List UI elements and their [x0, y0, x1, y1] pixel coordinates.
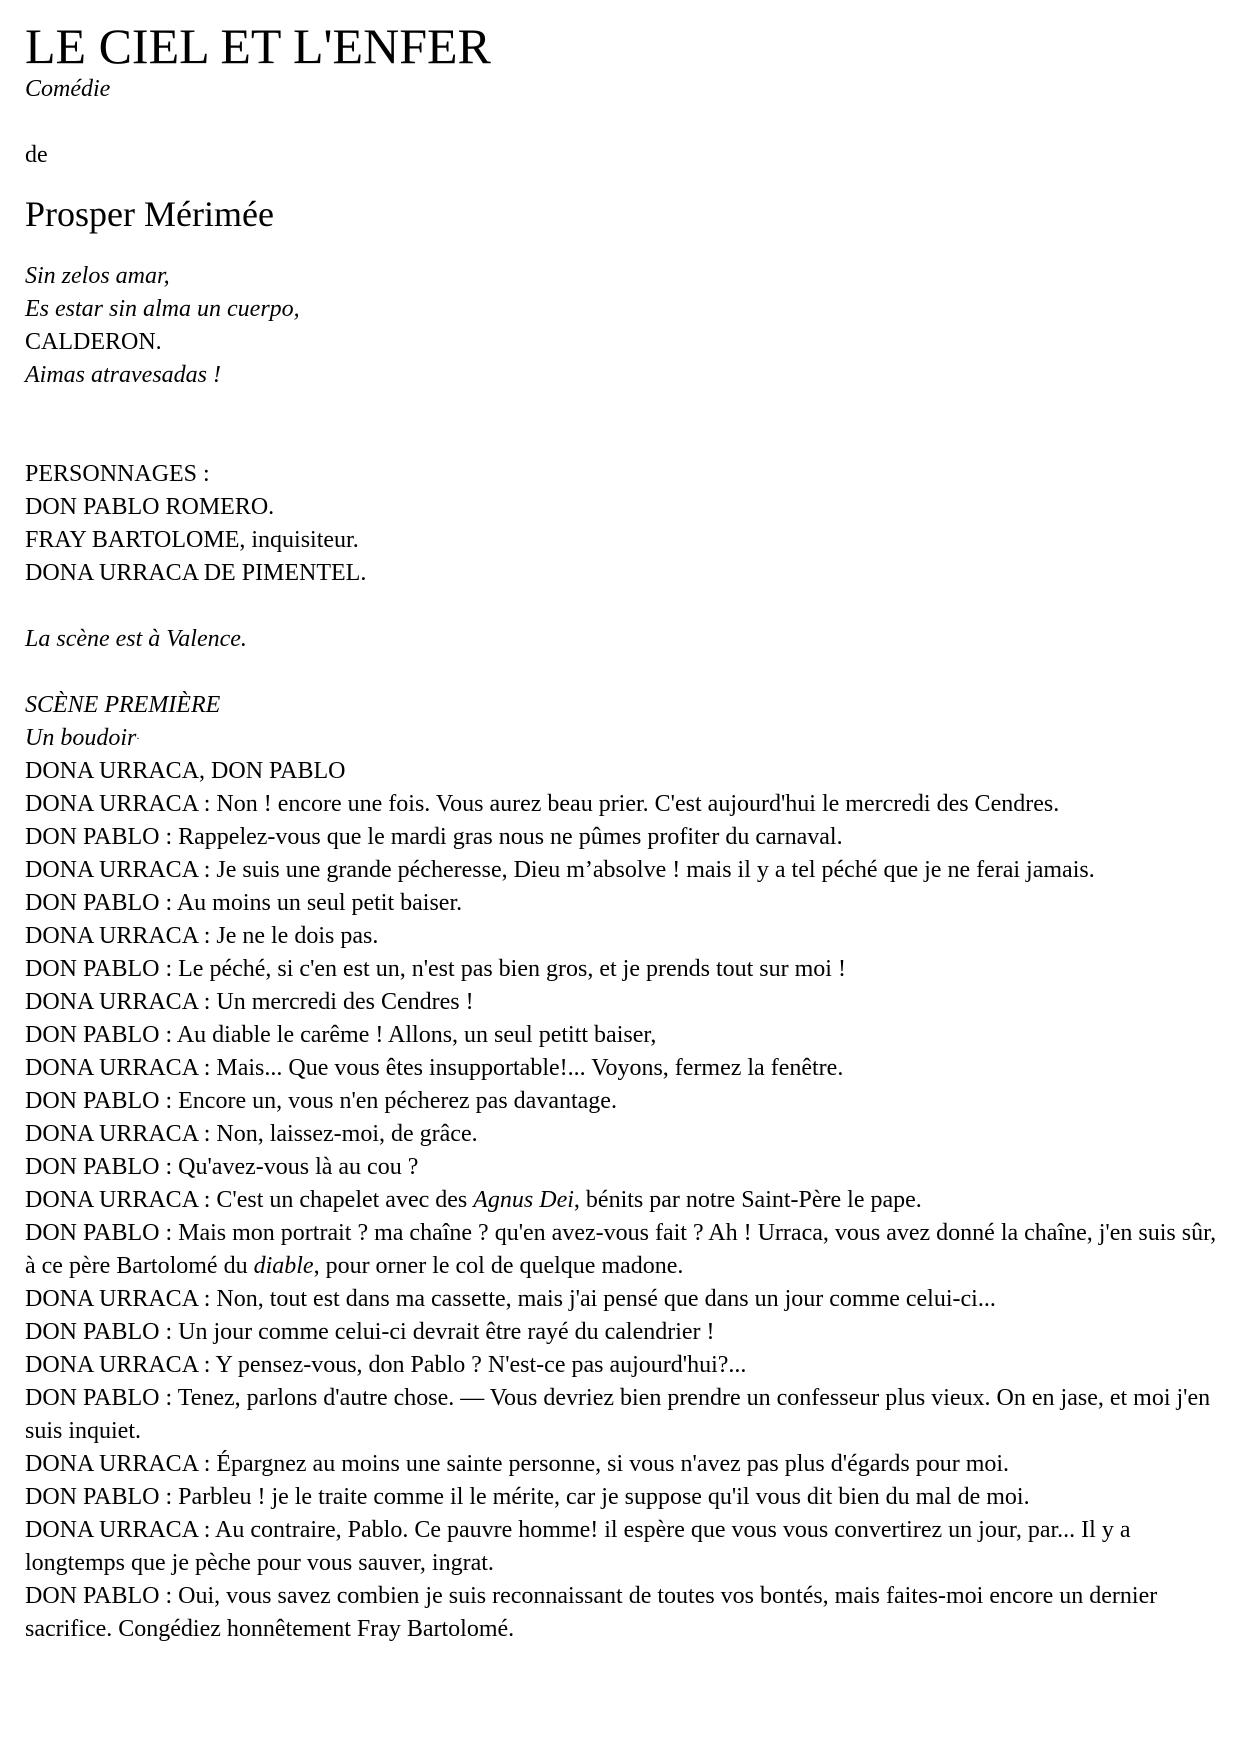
characters-list [25, 458, 1216, 590]
dialogue-line: DONA URRACA : Non ! encore une fois. Vous aurez beau prier. C'est aujourd'hui le mercredi des Cendres. [25, 790, 1060, 817]
epigraph-line: Aimas atravesadas ! [25, 361, 221, 388]
dialogue-text: DONA URRACA : C'est un chapelet avec des [25, 1186, 474, 1213]
scene-place-text: Un boudoir [25, 724, 137, 751]
dialogue-line: DONA URRACA : Un mercredi des Cendres ! [25, 988, 474, 1015]
dialogue-emphasis: Agnus Dei [473, 1186, 574, 1213]
character-item: DON PABLO ROMERO. [25, 493, 275, 520]
dialogue-line: DONA URRACA : Non, laissez-moi, de grâce. [25, 1120, 478, 1147]
dialogue-text: , pour orner le col de quelque madone. [313, 1252, 684, 1279]
dialogue-line: DON PABLO : Au moins un seul petit baiser. [25, 889, 463, 916]
scene-present: DONA URRACA, DON PABLO [25, 757, 346, 784]
scene-heading [25, 689, 1216, 788]
scene-title: SCÈNE PREMIÈRE [25, 691, 221, 718]
byline-de: de [25, 141, 48, 168]
dialogue-line: DON PABLO : Encore un, vous n'en pécherez pas davantage. [25, 1087, 617, 1114]
play-title: LE CIEL ET L'ENFER [25, 18, 491, 74]
dialogue-line: DONA URRACA : Épargnez au moins une sainte personne, si vous n'avez pas plus d'égards pour moi. [25, 1450, 1010, 1477]
scene-place-mark: · [136, 730, 140, 745]
scene-place [25, 722, 1216, 755]
dialogue-line [25, 1184, 1217, 1217]
dialogue-line: DONA URRACA : Je ne le dois pas. [25, 922, 379, 949]
dialogue-line: DON PABLO : Au diable le carême ! Allons, un seul petitt baiser, [25, 1021, 657, 1048]
dialogue-line: DON PABLO : Le péché, si c'en est un, n'est pas bien gros, et je prends tout sur moi ! [25, 955, 846, 982]
epigraph [25, 260, 1216, 392]
dialogue-line: DON PABLO : Qu'avez-vous là au cou ? [25, 1153, 419, 1180]
play-genre: Comédie [25, 75, 111, 102]
dialogue-line: DONA URRACA : Je suis une grande pécheresse, Dieu m’absolve ! mais il y a tel péché que je ne ferai jamais. [25, 856, 1095, 883]
character-item: DONA URRACA DE PIMENTEL. [25, 559, 367, 586]
dialogue-line: DON PABLO : Parbleu ! je le traite comme il le mérite, car je suppose qu'il vous dit bien du mal de moi. [25, 1483, 1030, 1510]
dialogue-line: DON PABLO : Rappelez-vous que le mardi gras nous ne pûmes profiter du carnaval. [25, 823, 843, 850]
author-name: Prosper Mérimée [25, 193, 274, 234]
dialogue-line: DON PABLO : Un jour comme celui-ci devrait être rayé du calendrier ! [25, 1318, 715, 1345]
epigraph-line: Es estar sin alma un cuerpo, [25, 295, 300, 322]
character-item: FRAY BARTOLOME, inquisiteur. [25, 526, 359, 553]
characters-header: PERSONNAGES : [25, 460, 210, 487]
dialogue-line: DONA URRACA : Mais... Que vous êtes insupportable!... Voyons, fermez la fenêtre. [25, 1054, 844, 1081]
dialogue-line: DON PABLO : Oui, vous savez combien je suis reconnaissant de toutes vos bontés, mais faites-moi encore un dernier sacrifice. Congédiez honnêtement Fray Bartolomé. [25, 1582, 1158, 1642]
dialogue-emphasis: diable [253, 1252, 314, 1279]
dialogue-line: DONA URRACA : Au contraire, Pablo. Ce pauvre homme! il espère que vous vous convertirez un jour, par... Il y a longtemps que je pèche pour vous sauver, ingrat. [25, 1516, 1131, 1576]
dialogue-line: DONA URRACA : Y pensez-vous, don Pablo ? N'est-ce pas aujourd'hui?... [25, 1351, 747, 1378]
dialogue-line: DON PABLO : Tenez, parlons d'autre chose. — Vous devriez bien prendre un confesseur plus vieux. On en jase, et moi j'en suis inquiet. [25, 1384, 1211, 1444]
epigraph-line: Sin zelos amar, [25, 262, 170, 289]
epigraph-attribution: CALDERON. [25, 328, 162, 355]
dialogue-line: DONA URRACA : Non, tout est dans ma cassette, mais j'ai pensé que dans un jour comme celui-ci... [25, 1285, 996, 1312]
dialogue-line [25, 1217, 1217, 1283]
dialogue-text: , bénits par notre Saint-Père le pape. [573, 1186, 922, 1213]
dialogue-text: DON PABLO : Mais mon portrait ? ma chaîne ? qu'en avez-vous fait ? Ah ! Urraca, vous avez donné la chaîne, j'en suis sûr, à ce père Bartolomé du [25, 1219, 1217, 1279]
dialogue [25, 788, 1217, 1646]
scene-setting: La scène est à Valence. [25, 625, 247, 652]
